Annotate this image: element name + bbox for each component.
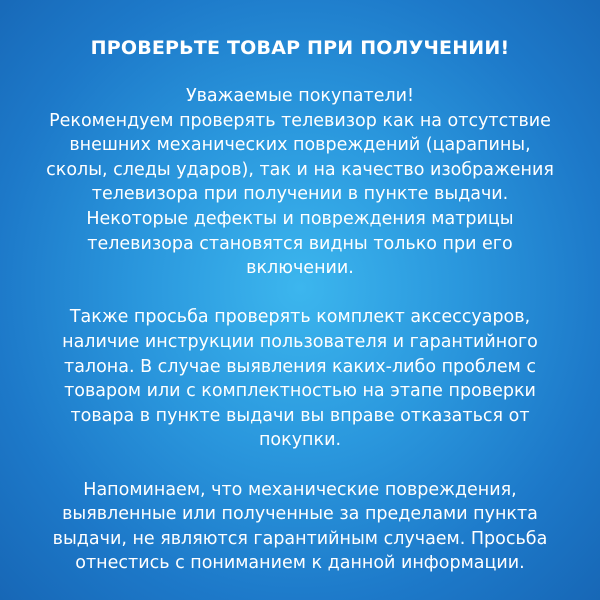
text-line: телевизора становятся видны только при его bbox=[87, 233, 513, 254]
text-line: отнестись с пониманием к данной информации. bbox=[75, 553, 525, 574]
text-line: выявленные или полученные за пределами пункта bbox=[62, 504, 538, 525]
notice-title: ПРОВЕРЬТЕ ТОВАР ПРИ ПОЛУЧЕНИИ! bbox=[90, 37, 510, 59]
notice-paragraph-accessories bbox=[22, 305, 578, 453]
text-line: товара в пункте выдачи вы вправе отказаться от bbox=[70, 405, 530, 426]
text-line: включении. bbox=[246, 258, 354, 279]
text-line: Также просьба проверять комплект аксессуаров, bbox=[69, 307, 531, 328]
text-line: Уважаемые покупатели! bbox=[185, 86, 415, 106]
text-line: телевизора при получении в пункте выдачи. bbox=[91, 184, 509, 205]
text-line: Рекомендуем проверять телевизор как на отсутствие bbox=[49, 110, 551, 131]
text-line: покупки. bbox=[258, 430, 342, 451]
notice-body bbox=[22, 84, 578, 576]
text-line: товаром или с комплектностью на этапе проверки bbox=[64, 381, 536, 402]
notice-paragraph-warranty bbox=[22, 478, 578, 576]
text-line: Некоторые дефекты и повреждения матрицы bbox=[86, 208, 514, 229]
text-line: талона. В случае выявления каких-либо проблем с bbox=[64, 356, 536, 377]
text-line: сколы, следы ударов), так и на качество изображения bbox=[46, 159, 554, 180]
text-line: наличие инструкции пользователя и гарантийного bbox=[62, 331, 538, 352]
text-line: Напоминаем, что механические повреждения, bbox=[83, 479, 517, 500]
text-line: внешних механических повреждений (царапины, bbox=[69, 135, 531, 156]
notice-paragraph-greeting bbox=[22, 84, 578, 281]
text-line: выдачи, не являются гарантийным случаем. Просьба bbox=[52, 528, 548, 549]
